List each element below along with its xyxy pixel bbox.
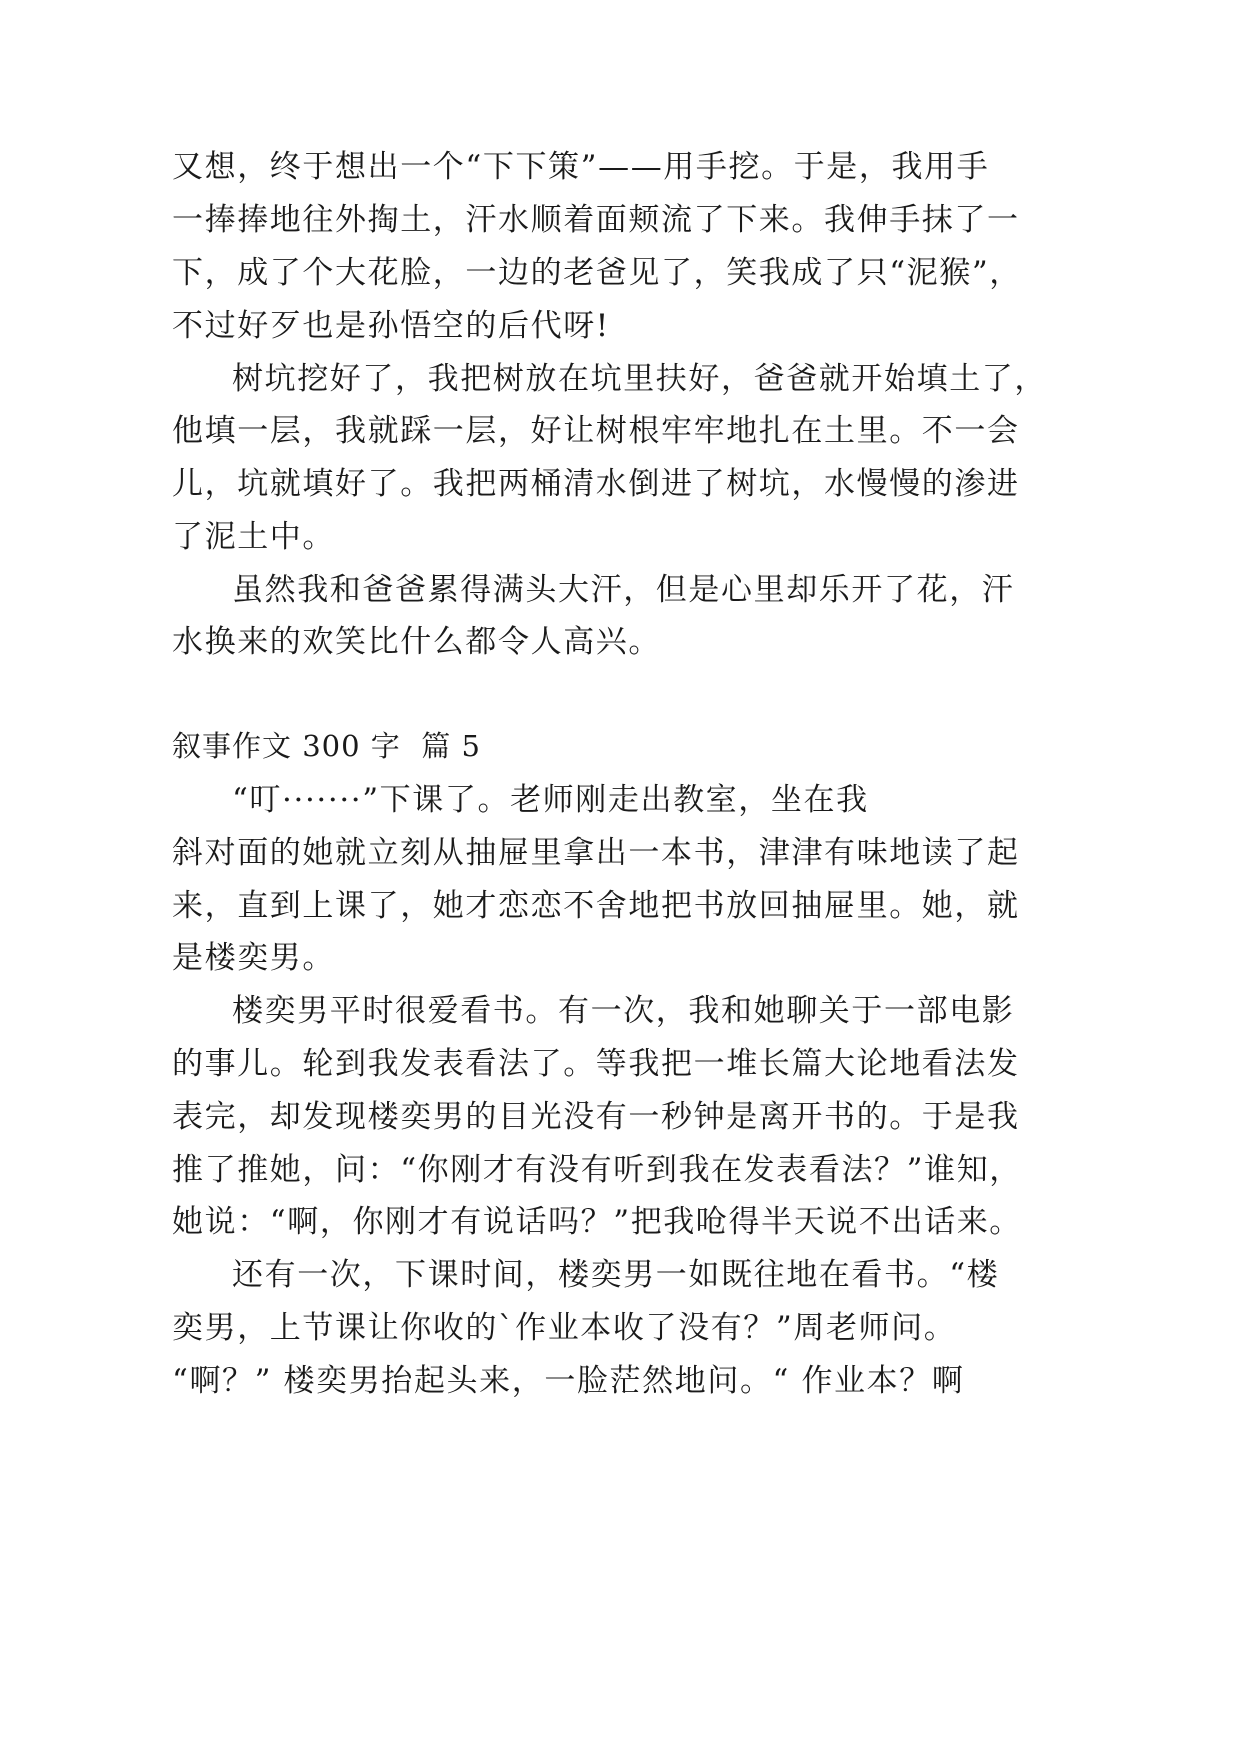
text-line: 下，成了个大花脸，一边的老爸见了，笑我成了只“泥猴”， xyxy=(172,255,1022,291)
text-line: 还有一次，下课时间，楼奕男一如既往地在看书。“楼 xyxy=(232,1257,1000,1293)
text-line: 来，直到上课了，她才恋恋不舍地把书放回抽屉里。她，就 xyxy=(172,888,1020,924)
text-line: 表完，却发现楼奕男的目光没有一秒钟是离开书的。于是我 xyxy=(172,1099,1020,1135)
text-line: 儿，坑就填好了。我把两桶清水倒进了树坑，水慢慢的渗进 xyxy=(172,466,1020,502)
text-line: 虽然我和爸爸累得满头大汗，但是心里却乐开了花，汗 xyxy=(232,572,1015,608)
text-line: 斜对面的她就立刻从抽屉里拿出一本书，津津有味地读了起 xyxy=(172,835,1020,871)
text-line: 是楼奕男。 xyxy=(172,940,335,976)
section-heading: 叙事作文 300 字 篇 5 xyxy=(172,729,481,763)
text-line: 奕男，上节课让你收的`作业本收了没有？”周老师问。 xyxy=(172,1310,957,1346)
text-line: 不过好歹也是孙悟空的后代呀! xyxy=(172,308,610,344)
text-line: 了泥土中。 xyxy=(172,519,335,555)
text-line: “叮·······”下课了。老师刚走出教室，坐在我 xyxy=(232,782,869,818)
text-line: 一捧捧地往外掏土，汗水顺着面颊流了下来。我伸手抹了一 xyxy=(172,202,1020,238)
text-line: 她说：“啊，你刚才有说话吗？”把我呛得半天说不出话来。 xyxy=(172,1204,1022,1240)
text-line: 楼奕男平时很爱看书。有一次，我和她聊关于一部电影 xyxy=(232,993,1015,1029)
text-line: 又想，终于想出一个“下下策”——用手挖。于是，我用手 xyxy=(172,149,990,185)
text-line: 树坑挖好了，我把树放在坑里扶好，爸爸就开始填土了， xyxy=(232,361,1047,397)
text-line: “啊？” 楼奕男抬起头来，一脸茫然地问。“ 作业本？啊 xyxy=(172,1363,965,1399)
text-line: 推了推她，问：“你刚才有没有听到我在发表看法？”谁知， xyxy=(172,1152,1022,1188)
text-line: 的事儿。轮到我发表看法了。等我把一堆长篇大论地看法发 xyxy=(172,1046,1020,1082)
text-line: 水换来的欢笑比什么都令人高兴。 xyxy=(172,624,661,660)
text-line: 他填一层，我就踩一层，好让树根牢牢地扎在土里。不一会 xyxy=(172,413,1020,449)
